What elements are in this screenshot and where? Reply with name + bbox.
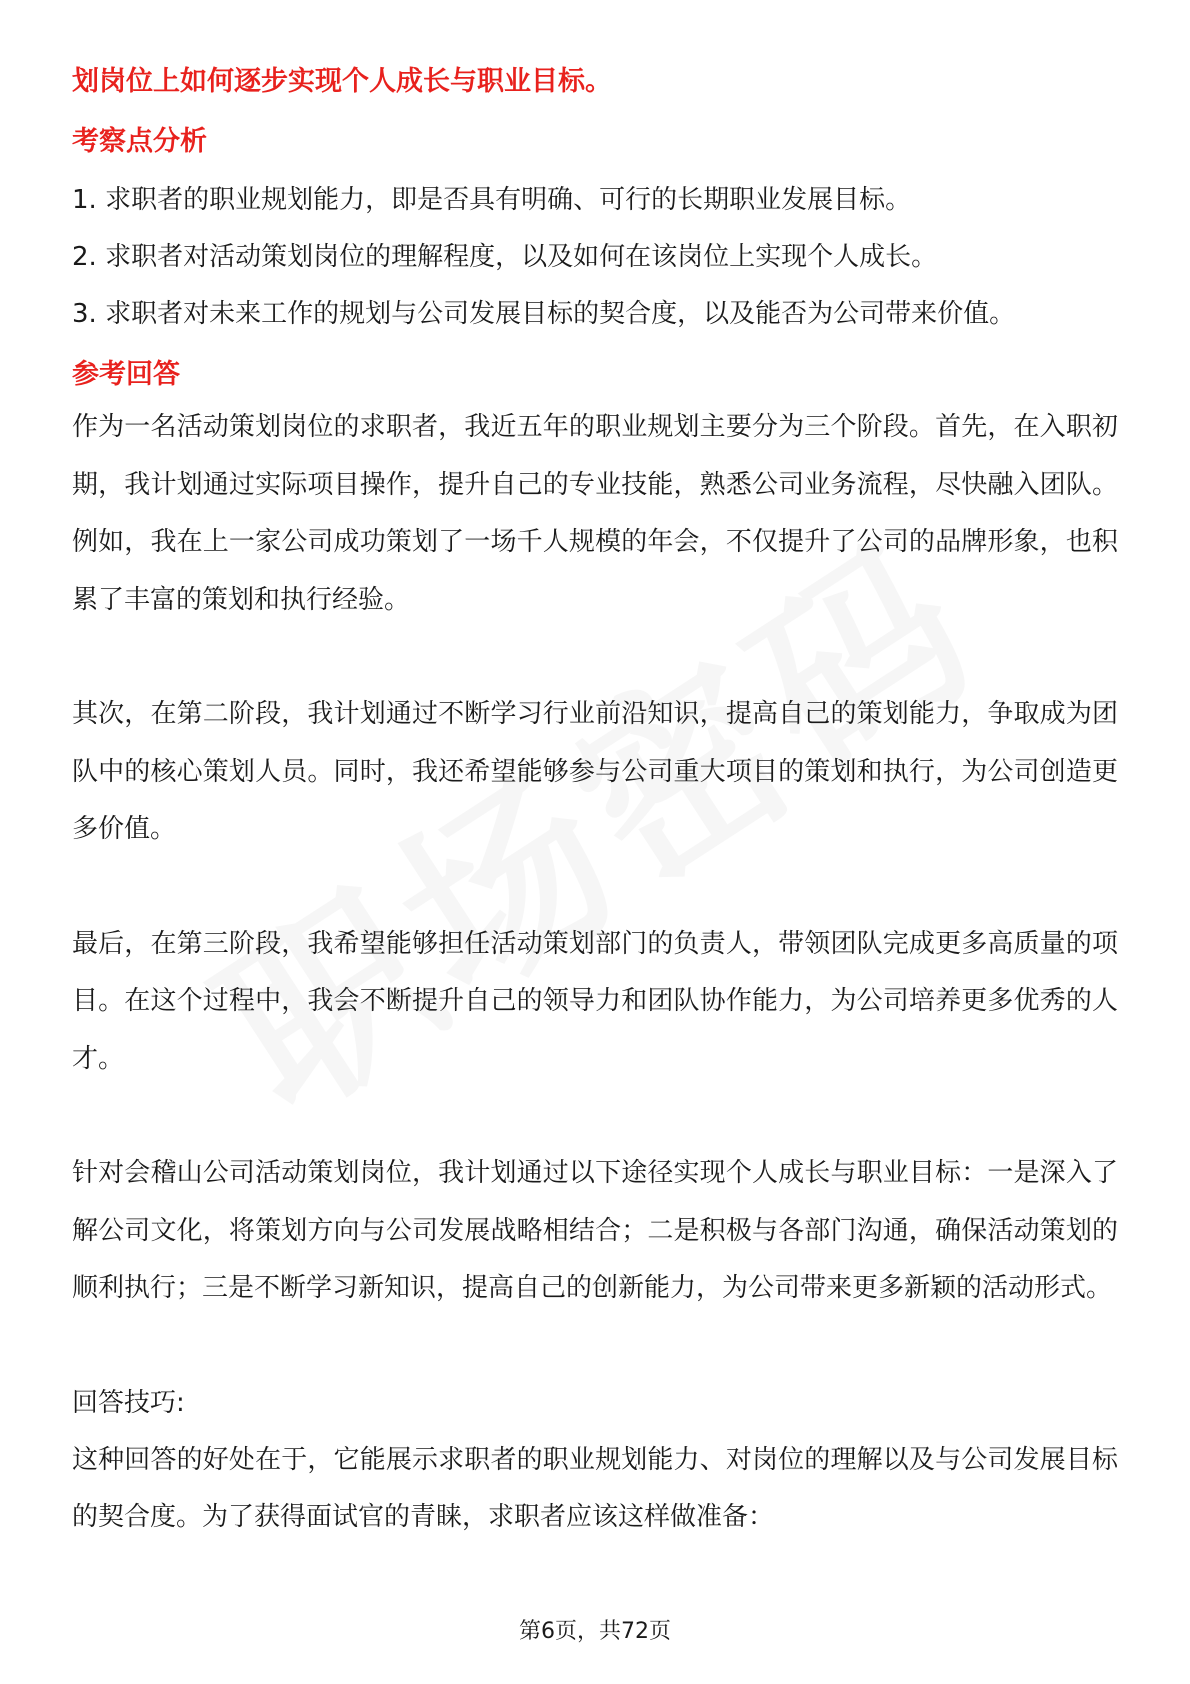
answer-paragraph: 针对会稽山公司活动策划岗位，我计划通过以下途径实现个人成长与职业目标：一是深入了解公司文化，将策划方向与公司发展战略相结合；二是积极与各部门沟通，确保活动策划的顺利执行；三是不断学习新知识，提高自己的创新能力，为公司带来更多新颖的活动形式。 bbox=[72, 1158, 1118, 1303]
analysis-item: 1. 求职者的职业规划能力，即是否具有明确、可行的长期职业发展目标。 bbox=[72, 185, 912, 215]
answer-paragraph: 最后，在第三阶段，我希望能够担任活动策划部门的负责人，带领团队完成更多高质量的项目。在这个过程中，我会不断提升自己的领导力和团队协作能力，为公司培养更多优秀的人才。 bbox=[72, 928, 1118, 1074]
tips-text: 这种回答的好处在于，它能展示求职者的职业规划能力、对岗位的理解以及与公司发展目标的契合度。为了获得面试官的青睐，求职者应该这样做准备： bbox=[72, 1444, 1118, 1532]
analysis-item: 3. 求职者对未来工作的规划与公司发展目标的契合度，以及能否为公司带来价值。 bbox=[72, 299, 1016, 329]
answer-paragraph: 作为一名活动策划岗位的求职者，我近五年的职业规划主要分为三个阶段。首先，在入职初期，我计划通过实际项目操作，提升自己的专业技能，熟悉公司业务流程，尽快融入团队。例如，我在上一家公司成功策划了一场千人规模的年会，不仅提升了公司的品牌形象，也积累了丰富的策划和执行经验。 bbox=[72, 412, 1118, 615]
page-content bbox=[72, 52, 1118, 1547]
question-tail: 划岗位上如何逐步实现个人成长与职业目标。 bbox=[72, 66, 612, 97]
answer-heading: 参考回答 bbox=[72, 359, 180, 390]
answer-paragraph: 其次，在第二阶段，我计划通过不断学习行业前沿知识，提高自己的策划能力，争取成为团队中的核心策划人员。同时，我还希望能够参与公司重大项目的策划和执行，为公司创造更多价值。 bbox=[72, 699, 1118, 844]
tips-label: 回答技巧: bbox=[72, 1387, 185, 1418]
analysis-item: 2. 求职者对活动策划岗位的理解程度，以及如何在该岗位上实现个人成长。 bbox=[72, 242, 938, 272]
analysis-heading: 考察点分析 bbox=[72, 126, 207, 157]
page-number-footer: 第6页，共72页 bbox=[519, 1619, 671, 1644]
